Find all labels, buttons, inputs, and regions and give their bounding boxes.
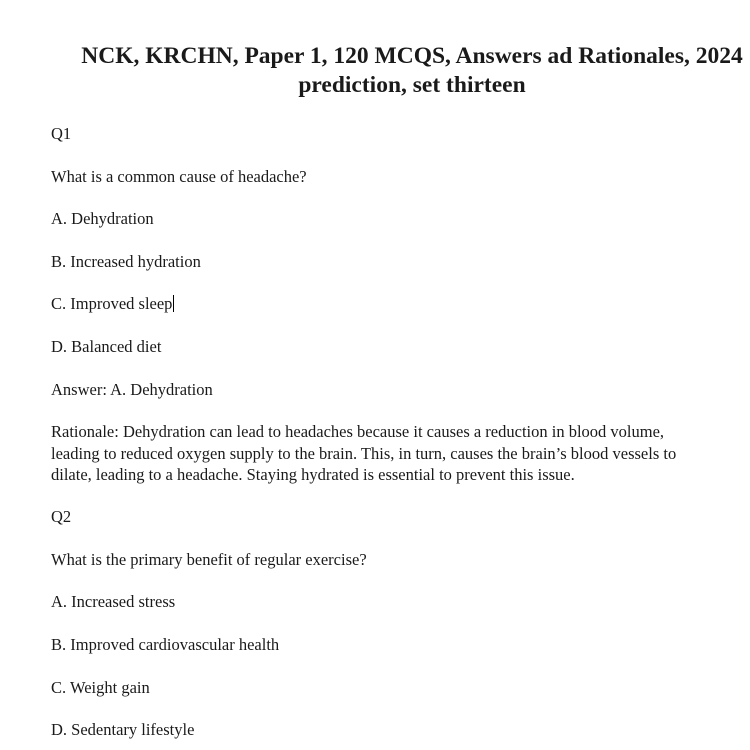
option-a: A. Increased stress <box>51 592 176 611</box>
text-cursor <box>173 295 174 312</box>
question-number: Q2 <box>51 507 72 526</box>
question-text: What is a common cause of headache? <box>51 167 307 186</box>
question-number: Q1 <box>51 124 72 143</box>
rationale-line: leading to reduced oxygen supply to the brain. This, in turn, causes the brain’s blood vessels to <box>51 443 677 463</box>
option-c: C. Weight gain <box>51 678 150 697</box>
option-b: B. Improved cardiovascular health <box>51 635 280 654</box>
document-title <box>52 42 750 98</box>
title-line-1: NCK, KRCHN, Paper 1, 120 MCQS, Answers ad Rationales, 2024 <box>81 43 743 69</box>
option-a: A. Dehydration <box>51 209 154 228</box>
option-d: D. Sedentary lifestyle <box>51 720 195 739</box>
option-d: D. Balanced diet <box>51 337 162 356</box>
answer-text: Answer: A. Dehydration <box>51 380 213 399</box>
option-c-line[interactable] <box>51 293 174 314</box>
rationale-paragraph <box>51 421 741 486</box>
title-line-2: prediction, set thirteen <box>298 72 526 98</box>
rationale-line: Rationale: Dehydration can lead to headaches because it causes a reduction in blood volume, <box>51 422 665 441</box>
option-b: B. Increased hydration <box>51 252 201 271</box>
rationale-line: dilate, leading to a headache. Staying hydrated is essential to prevent this issue. <box>51 465 575 484</box>
option-c: C. Improved sleep <box>51 294 173 313</box>
question-text: What is the primary benefit of regular exercise? <box>51 550 367 569</box>
